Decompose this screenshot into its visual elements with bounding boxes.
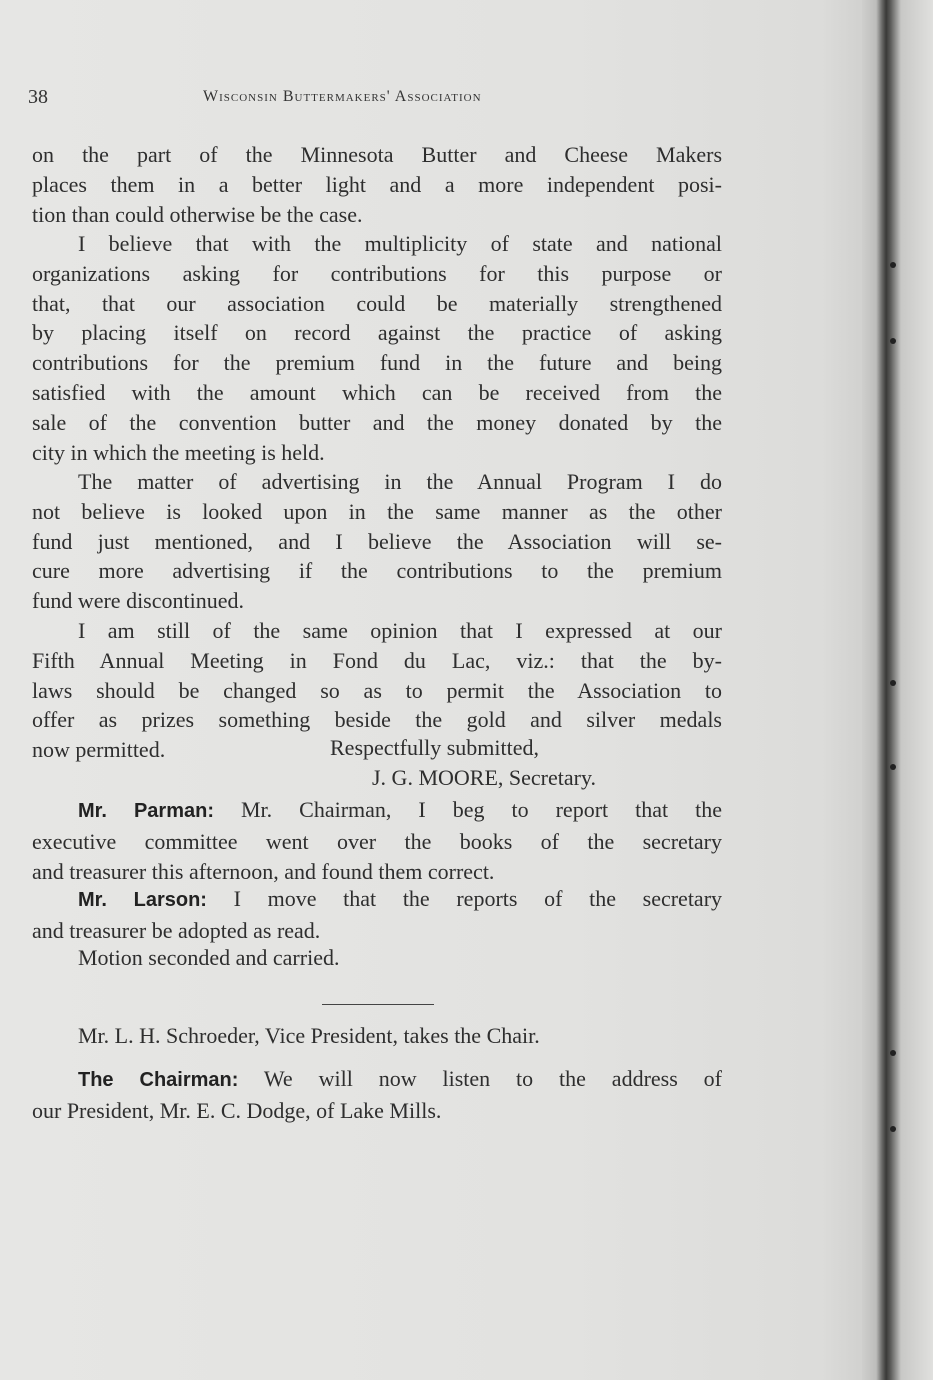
text-line: Motion seconded and carried.: [78, 945, 340, 970]
chairman-statement: [32, 1064, 722, 1126]
page-header: [28, 86, 728, 112]
parman-statement: [32, 795, 722, 886]
larson-statement: [32, 884, 722, 946]
text-line: [32, 1064, 722, 1096]
text-line: [32, 795, 722, 827]
binding-mark: [890, 338, 896, 344]
statement-text: Mr. Chairman, I beg to report that the: [240, 797, 722, 822]
text-line: tion than could otherwise be the case.: [32, 201, 363, 227]
text-line: fund just mentioned, and I believe the Association will se-: [32, 528, 722, 554]
text-line: places them in a better light and a more independent posi-: [32, 171, 722, 197]
text-line: The matter of advertising in the Annual Program I do: [78, 469, 722, 494]
binding-mark: [890, 1050, 896, 1056]
speaker-name: The Chairman:: [78, 1069, 239, 1091]
page-number: 38: [28, 86, 48, 108]
text-line: contributions for the premium fund in the future and being: [32, 350, 722, 376]
text-line: [32, 884, 722, 916]
binding-mark: [890, 1126, 896, 1132]
text-line: organizations asking for contributions for this purpose or: [32, 260, 722, 286]
text-line: Mr. L. H. Schroeder, Vice President, takes the Chair.: [78, 1023, 540, 1048]
motion-paragraph: [32, 943, 722, 973]
speaker-name: Mr. Parman:: [78, 800, 214, 822]
text-line: laws should be changed so as to permit the Association to: [32, 677, 722, 703]
binding-mark: [890, 764, 896, 770]
text-line: sale of the convention butter and the money donated by the: [32, 409, 722, 435]
text-line: cure more advertising if the contributions to the premium: [32, 558, 722, 584]
text-line: by placing itself on record against the practice of asking: [32, 320, 722, 346]
text-line: executive committee went over the books of the secretary: [32, 828, 722, 854]
text-line: I believe that with the multiplicity of state and national: [78, 231, 722, 256]
text-line: fund were discontinued.: [32, 588, 244, 614]
binding-mark: [890, 262, 896, 268]
text-line: and treasurer be adopted as read.: [32, 917, 321, 943]
text-line: and treasurer this afternoon, and found them correct.: [32, 858, 495, 884]
text-line: Fifth Annual Meeting in Fond du Lac, viz.: that the by-: [32, 647, 722, 673]
binding-mark: [890, 680, 896, 686]
signature: J. G. MOORE, Secretary.: [372, 765, 597, 790]
speaker-name: Mr. Larson:: [78, 889, 207, 911]
text-line: our President, Mr. E. C. Dodge, of Lake Mills.: [32, 1097, 442, 1123]
text-line: offer as prizes something beside the gold and silver medals: [32, 707, 722, 733]
chair-change-paragraph: [32, 1021, 722, 1051]
text-line: city in which the meeting is held.: [32, 439, 325, 465]
statement-text: I move that the reports of the secretary: [233, 886, 723, 911]
paragraph-1: [32, 140, 722, 229]
section-divider: [322, 1004, 434, 1005]
text-line: on the part of the Minnesota Butter and Cheese Makers: [32, 142, 722, 167]
text-line: now permitted.: [32, 737, 166, 763]
running-head: Wisconsin Buttermakers' Association: [203, 88, 482, 105]
text-line: that, that our association could be materially strengthened: [32, 290, 722, 316]
paragraph-2: [32, 229, 722, 467]
paragraph-3: [32, 467, 722, 616]
text-line: satisfied with the amount which can be received from the: [32, 379, 722, 405]
closing-salutation: Respectfully submitted,: [330, 735, 539, 760]
statement-text: We will now listen to the address of: [263, 1066, 722, 1091]
text-line: I am still of the same opinion that I expressed at our: [78, 618, 722, 643]
book-binding-edge: [862, 0, 933, 1380]
text-line: not believe is looked upon in the same manner as the other: [32, 498, 722, 524]
